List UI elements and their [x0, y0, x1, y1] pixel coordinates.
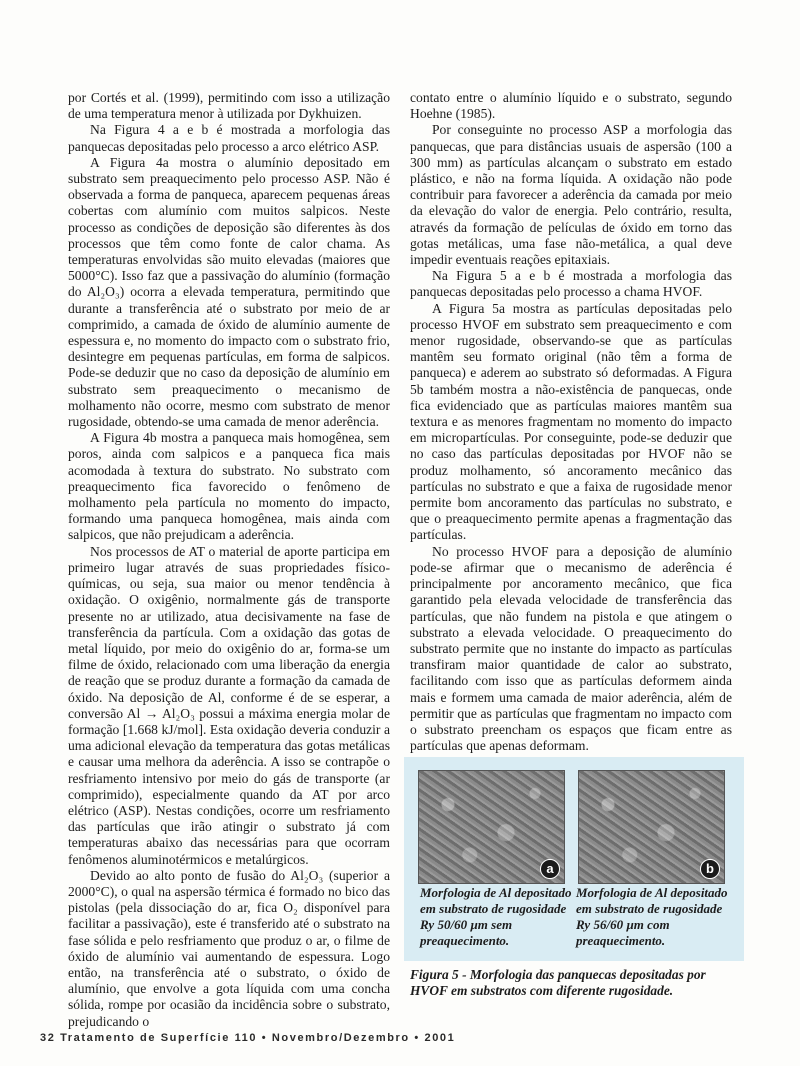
paragraph: Devido ao alto ponto de fusão do Al₂O₃ (superior a 2000°C), o qual na aspersão térmica é formado no bico das pistolas (pela dissociação do ar, fica O₂ disponível para facilitar a passivação), este é transferido até o substrato na fase sólida e pelo resfriamento que produz o ar, o filme de óxido de alumínio vai aumentando de espessura. Logo então, na transferência até o substrato, o óxido de alumínio, que envolve a gota líquida com uma concha sólida, rompe por ocasião da incidência sobre o substrato, prejudicando o: [68, 867, 390, 1029]
caption-a: Morfologia de Al depositado em substrato de rugosidade Ry 50/60 µm sem preaquecimento.: [420, 885, 572, 948]
paragraph: contato entre o alumínio líquido e o substrato, segundo Hoehne (1985).: [410, 90, 732, 122]
paragraph: A Figura 4a mostra o alumínio depositado em substrato sem preaquecimento pelo processo ASP. Não é observada a forma de panqueca, aparecem pequenas áreas cobertas com alumínio com muitos salpicos. Neste processo as condições de deposição são diferentes às dos processos que têm como fonte de calor chama. As temperaturas envolvidas são muito elevadas (maiores que 5000°C). Isso faz que a passivação do alumínio (formação do Al₂O₃) ocorra a elevada temperatura, permitindo que durante a transferência até o substrato por meio de ar comprimido, a camada de óxido de alumínio aumente de espessura e, no momento do impacto com o substrato frio, desintegre em pequenas partículas, em forma de salpicos. Pode-se deduzir que no caso da deposição de alumínio em substrato sem preaquecimento o mecanismo de molhamento não ocorre, mesmo com substrato de menor rugosidade, obtendo-se uma camada de menor aderência.: [68, 154, 390, 430]
micrograph-b: [578, 770, 725, 884]
paragraph: por Cortés et al. (1999), permitindo com isso a utilização de uma temperatura menor à utilizada por Dykhuizen.: [68, 90, 390, 122]
paragraph: No processo HVOF para a deposição de alumínio pode-se afirmar que o mecanismo de aderência é principalmente por ancoramento mecânico, que fica garantido pela elevada velocidade de transferência das partículas, que não fundem na pistola e que atingem o substrato a elevada velocidade. O preaquecimento do substrato permite que no instante do impacto as partículas transfiram maior quantidade de calor ao substrato, facilitando com isso que as partículas deformem ainda mais e formem uma camada de maior aderência, além de permitir que as partículas que fragmentam no impacto com o substrato preencham os espaços que ficam entre as partículas que apenas deformam.: [410, 543, 732, 754]
paragraph: Por conseguinte no processo ASP a morfologia das panquecas, que para distâncias usuais de aspersão (100 a 300 mm) as partículas alcançam o substrato em estado plástico, e não na forma líquida. A oxidação não pode contribuir para favorecer a aderência da camada por meio da elevação do valor de energia. Pelo contrário, resulta, através da formação de películas de óxido em torno das gotas metálicas, uma fase não-metálica, a qual deve impedir eventuais reações epitaxiais.: [410, 122, 732, 268]
figure-caption: Figura 5 - Morfologia das panquecas depositadas por HVOF em substratos com diferente rugosidade.: [410, 967, 706, 998]
paragraph: Na Figura 4 a e b é mostrada a morfologia das panquecas depositadas pelo processo a arco elétrico ASP.: [68, 122, 390, 154]
figure-label-a: a: [540, 859, 560, 879]
figure-5: [404, 757, 744, 961]
caption-b: Morfologia de Al depositado em substrato de rugosidade Ry 56/60 µm com preaquecimento.: [576, 885, 728, 948]
paragraph: A Figura 5a mostra as partículas depositadas pelo processo HVOF em substrato sem preaquecimento e com menor rugosidade, observando-se que as partículas mantêm seu formato original (não têm a forma de panqueca) e aderem ao substrato só deformadas. A Figura 5b também mostra a não-existência de panquecas, onde fica evidenciado que as partículas maiores mantêm sua textura e as menores fragmentam no momento do impacto em micropartículas. Por conseguinte, pode-se deduzir que no caso das partículas depositadas por HVOF não se produz molhamento, só ancoramento mecânico das partículas no substrato e que a faixa de rugosidade menor permite bom ancoramento das partículas no substrato, e que o preaquecimento permite apenas a fragmentação das partículas.: [410, 300, 732, 543]
paragraph: Na Figura 5 a e b é mostrada a morfologia das panquecas depositadas pelo processo a chama HVOF.: [410, 268, 732, 300]
left-column: [68, 90, 390, 1030]
paragraph: A Figura 4b mostra a panqueca mais homogênea, sem poros, ainda com salpicos e a panqueca fica mais acomodada à textura do substrato. No substrato com preaquecimento fica favorecido o fenômeno de molhamento pela partícula no momento do impacto, formando uma panqueca homogênea, mais ainda com salpicos, que não prejudicam a aderência.: [68, 430, 390, 543]
figure-label-b: b: [700, 859, 720, 879]
right-column: [410, 90, 732, 754]
page-footer: 32 Tratamento de Superfície 110 • Novembro/Dezembro • 2001: [40, 1032, 456, 1044]
paragraph: Nos processos de AT o material de aporte participa em primeiro lugar através de suas propriedades físico-químicas, ou seja, sua maior ou menor tendência à oxidação. O oxigênio, normalmente gás de transporte presente no ar utilizado, atua decisivamente na fase de transferência da partícula. Com a oxidação das gotas de metal líquido, por meio do oxigênio do ar, forma-se um filme de óxido, relacionado com uma liberação da energia de reação que se produz durante a formação da camada de óxido. Na deposição de Al, conforme é de se esperar, a conversão Al → Al₂O₃ possui a máxima energia molar de formação [1.668 kJ/mol]. Esta oxidação deveria conduzir a uma adicional elevação da temperatura das gotas metálicas e causar uma melhora da aderência. A isso se contrapõe o resfriamento intensivo por meio do gás de transporte (ar comprimido), especialmente quando da AT por arco elétrico (ASP). Nestas condições, ocorre um resfriamento das partículas que irão atingir o substrato já com temperaturas abaixo das necessárias para que ocorram fenômenos aluminotérmicos e metalúrgicos.: [68, 543, 390, 867]
micrograph-a: [418, 770, 565, 884]
